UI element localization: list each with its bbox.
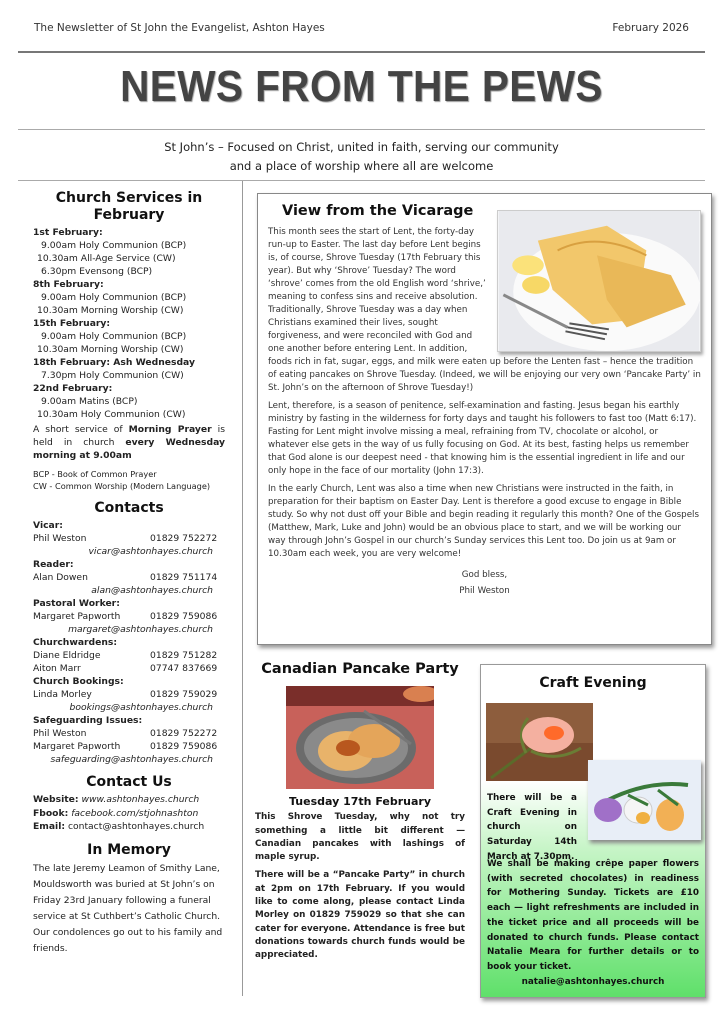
note-text: is held in church bbox=[33, 424, 225, 448]
contact-name: Phil Weston bbox=[33, 533, 87, 544]
contact-row bbox=[33, 727, 225, 740]
services-list bbox=[33, 226, 225, 421]
contact-email[interactable]: safeguarding@ashtonhayes.church bbox=[50, 754, 213, 765]
vicarage-heading: View from the Vicarage bbox=[282, 203, 474, 219]
contact-role: Churchwardens: bbox=[33, 637, 118, 648]
pancake-date: Tuesday 17th February bbox=[289, 795, 431, 808]
service-day: 1st February: bbox=[33, 227, 103, 238]
tagline-line-2: and a place of worship where all are welcome bbox=[229, 159, 494, 173]
contact-role: Vicar: bbox=[33, 520, 63, 531]
memory-text: The late Jeremy Leamon of Smithy Lane, Mouldsworth was buried at St John’s on Friday 23rd January following a funeral service at St Cuthbert’s Catholic Church. Our condolences go out to his family and friends. bbox=[33, 862, 223, 954]
service-item: 9.00am Holy Communion (BCP) bbox=[41, 240, 187, 251]
service-day: 15th February: bbox=[33, 318, 111, 329]
signature: Phil Weston bbox=[459, 586, 510, 596]
contact-name: Phil Weston bbox=[33, 728, 87, 739]
contact-us-heading: Contact Us bbox=[86, 774, 172, 790]
pancakes-photo bbox=[286, 686, 434, 789]
pancake-paragraph-1: This Shrove Tuesday, why not try something a little bit different — Canadian pancakes with lashings of maple syrup. bbox=[255, 812, 465, 863]
contact-phone[interactable]: 07747 837669 bbox=[150, 663, 218, 674]
vicarage-paragraph-2: Lent, therefore, is a season of penitence, self-examination and fasting. Jesus began his earthly ministry by fasting in the wilderness for forty days and taught his followers to fast too (Matt 6:17). Fasting for Lent might involve missing a meal, refraining from TV, chocolate or alcohol, or whatever else gets in the way of us fully focusing on God. At its best, fasting helps us remember that God alone is our deepest need - that knowing him is the essential ingredient in life and our only hope in the face of our mortality (John 17:3). bbox=[268, 401, 697, 476]
contacts-list bbox=[33, 519, 225, 766]
pancake-party-section bbox=[255, 660, 465, 968]
contact-role: Pastoral Worker: bbox=[33, 598, 120, 609]
contact-row bbox=[33, 740, 225, 753]
contact-row bbox=[33, 571, 225, 584]
email-line bbox=[33, 820, 225, 834]
running-header bbox=[34, 22, 689, 38]
abbreviations bbox=[33, 468, 225, 492]
service-day: 22nd February: bbox=[33, 383, 113, 394]
contact-name: Margaret Papworth bbox=[33, 741, 121, 752]
service-item: 6.30pm Evensong (BCP) bbox=[41, 266, 153, 277]
craft-intro: There will be a Craft Evening in church on Saturday 14th March at 7.30pm. bbox=[487, 793, 577, 862]
craft-email[interactable]: natalie@ashtonhayes.church bbox=[521, 976, 665, 987]
contact-email[interactable]: bookings@ashtonhayes.church bbox=[69, 702, 213, 713]
contact-row bbox=[33, 649, 225, 662]
website-label: Website: bbox=[33, 794, 79, 805]
fbook-label: Fbook: bbox=[33, 807, 69, 819]
abbr-cw: CW - Common Worship (Modern Language) bbox=[33, 481, 211, 491]
service-item: 10.30am Morning Worship (CW) bbox=[37, 344, 184, 355]
services-heading: Church Services in February bbox=[55, 190, 203, 223]
contact-row bbox=[33, 662, 225, 675]
vicarage-paragraph-3: In the early Church, Lent was also a time when new Christians were instructed in the faith, in preparation for their baptism on Easter Day. Lent is therefore a good excuse to engage in Bible study. So why not dust off your Bible and begin reading it regularly this month? One of the Gospels (Matthew, Mark, Luke and John) would be an obvious place to start, and we will be working our way through John’s Gospel in our church’s Sunday services this Lent too. Do join us at 9am or 10.30am each week, you are very welcome! bbox=[268, 484, 699, 559]
tagline-line-1: St John’s – Focused on Christ, united in faith, serving our community bbox=[164, 140, 559, 154]
service-day: 8th February: bbox=[33, 279, 104, 290]
issue-date: February 2026 bbox=[612, 22, 689, 34]
vicarage-box bbox=[257, 193, 712, 645]
contact-name: Margaret Papworth bbox=[33, 611, 121, 622]
contact-email[interactable]: margaret@ashtonhayes.church bbox=[68, 624, 213, 635]
service-item: 9.00am Matins (BCP) bbox=[41, 396, 138, 407]
craft-body-text: We shall be making crêpe paper flowers (with secreted chocolates) in readiness for Mothering Sunday. Tickets are £10 each — light refreshments are included in the ticket price and all proceeds will be donated to church funds. Please contact Natalie Meara for further details or to book your ticket. bbox=[487, 859, 699, 972]
email-label: Email: bbox=[33, 821, 66, 832]
vicarage-signoff bbox=[268, 567, 701, 599]
service-item: 7.30pm Holy Communion (CW) bbox=[41, 370, 184, 381]
contact-email[interactable]: vicar@ashtonhayes.church bbox=[88, 546, 213, 557]
crepes-photo bbox=[497, 210, 701, 352]
note-text: A short service of bbox=[33, 424, 129, 435]
contact-email[interactable]: alan@ashtonhayes.church bbox=[91, 585, 213, 596]
note-bold: every Wednesday morning at 9.00am bbox=[33, 437, 225, 461]
contact-phone[interactable]: 01829 759029 bbox=[150, 689, 218, 700]
divider bbox=[18, 51, 705, 53]
fbook-link[interactable]: facebook.com/stjohnashton bbox=[71, 807, 199, 819]
divider bbox=[18, 129, 705, 130]
column-divider bbox=[242, 181, 243, 996]
morning-prayer-note bbox=[33, 423, 225, 462]
service-item: 10.30am Holy Communion (CW) bbox=[37, 409, 186, 420]
contact-phone[interactable]: 01829 751174 bbox=[150, 572, 218, 583]
memory-heading: In Memory bbox=[87, 841, 171, 858]
fbook-line bbox=[33, 807, 225, 821]
contact-phone[interactable]: 01829 759086 bbox=[150, 611, 218, 622]
contact-role: Church Bookings: bbox=[33, 676, 124, 687]
contact-phone[interactable]: 01829 759086 bbox=[150, 741, 218, 752]
abbr-bcp: BCP - Book of Common Prayer bbox=[33, 469, 157, 479]
contact-row bbox=[33, 688, 225, 701]
service-item: 9.00am Holy Communion (BCP) bbox=[41, 331, 187, 342]
rose-photo bbox=[486, 703, 593, 781]
contact-name: Alan Dowen bbox=[33, 572, 88, 583]
pancake-paragraph-2: There will be a “Pancake Party” in church at 2pm on 17th February. If you would like to come along, please contact Linda Morley on 01829 759029 so that she can cater for everyone. Attendance is free but donations towards church funds would be appreciated. bbox=[255, 870, 465, 961]
newsletter-of: The Newsletter of St John the Evangelist, Ashton Hayes bbox=[34, 22, 325, 34]
website-line bbox=[33, 793, 225, 807]
left-column bbox=[33, 190, 225, 957]
contacts-heading: Contacts bbox=[94, 500, 164, 516]
contact-name: Diane Eldridge bbox=[33, 650, 101, 661]
craft-heading: Craft Evening bbox=[539, 675, 647, 691]
service-item: 10.30am All-Age Service (CW) bbox=[37, 253, 176, 264]
contact-row bbox=[33, 610, 225, 623]
pancake-heading: Canadian Pancake Party bbox=[261, 661, 459, 677]
craft-evening-box bbox=[480, 664, 706, 998]
contact-row bbox=[33, 532, 225, 545]
service-item: 9.00am Holy Communion (BCP) bbox=[41, 292, 187, 303]
contact-phone[interactable]: 01829 752272 bbox=[150, 728, 218, 739]
service-day: 18th February: Ash Wednesday bbox=[33, 357, 195, 368]
service-item: 10.30am Morning Worship (CW) bbox=[37, 305, 184, 316]
contact-name: Aiton Marr bbox=[33, 663, 81, 674]
contact-name: Linda Morley bbox=[33, 689, 92, 700]
website-link[interactable]: www.ashtonhayes.church bbox=[81, 794, 200, 805]
contact-role: Reader: bbox=[33, 559, 74, 570]
contact-role: Safeguarding Issues: bbox=[33, 715, 143, 726]
contact-phone[interactable]: 01829 751282 bbox=[150, 650, 218, 661]
divider bbox=[18, 180, 705, 181]
contact-phone[interactable]: 01829 752272 bbox=[150, 533, 218, 544]
closing: God bless, bbox=[461, 570, 508, 580]
craft-body bbox=[487, 857, 699, 989]
note-bold: Morning Prayer bbox=[128, 424, 212, 435]
email-link[interactable]: contact@ashtonhayes.church bbox=[67, 821, 205, 832]
vicarage-paragraph-1: This month sees the start of Lent, the forty-day run-up to Easter. The last day before Lent begins is, of course, Shrove Tuesday (17th February this year). But why ‘Shrove’ Tuesday? The word ‘shrove’ comes from the old English word ‘shrive,’ meaning to confess sins and receive absolution. Traditionally, Shrove Tuesday was a day when Christians examined their lives, sought forgiveness, and were reconciled with God and one another before entering Lent. In addition, foods rich in fat, sugar, eggs, and milk were eaten up before the Lenten fast – hence the tradition of eating pancakes on Shrove Tuesday. (Indeed, we will be enjoying our very own ‘Pancake Party’ in St. John’s on the afternoon of Shrove Tuesday!) bbox=[268, 227, 701, 393]
tagline bbox=[0, 138, 723, 176]
masthead-title: NEWS FROM THE PEWS bbox=[120, 62, 603, 111]
tulips-photo bbox=[588, 760, 701, 840]
